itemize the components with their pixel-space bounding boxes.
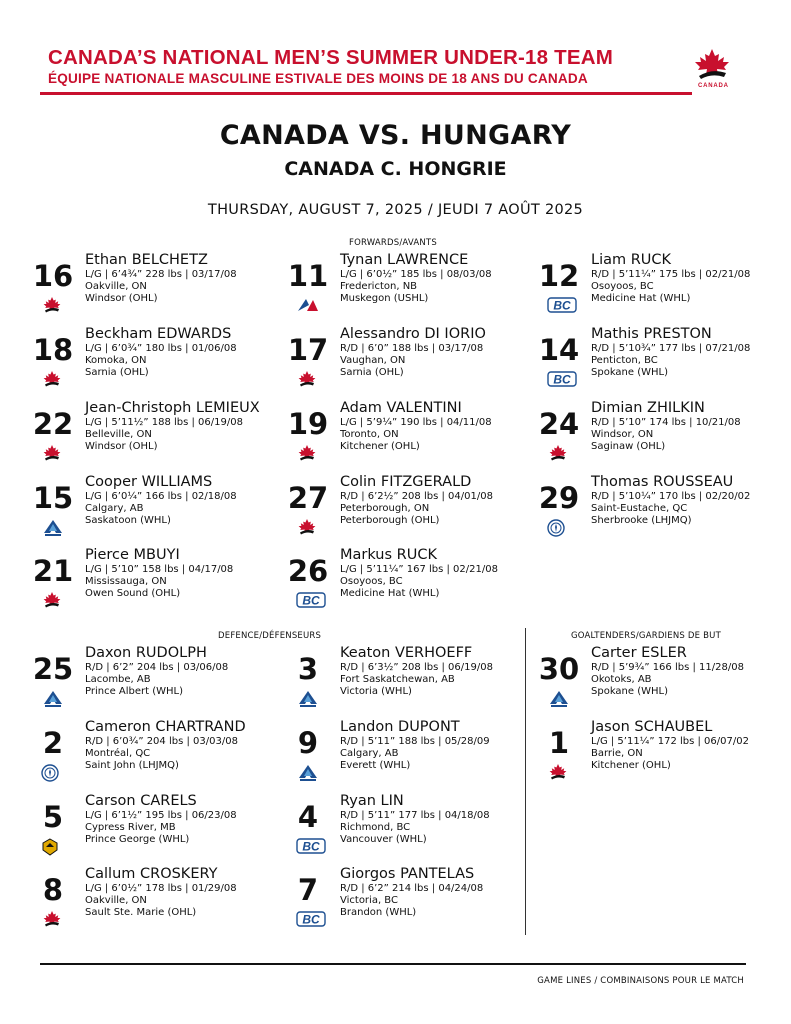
- player-card: [532, 719, 772, 787]
- player-name: Cooper WILLIAMS: [85, 474, 213, 490]
- player-hometown: Saint-Eustache, QC: [591, 503, 688, 514]
- page-header: [40, 44, 750, 96]
- bc-icon: [547, 297, 569, 313]
- player-card: [532, 326, 772, 394]
- player-stats: L/G | 5’9¼” 190 lbs | 04/11/08: [340, 417, 492, 428]
- jersey-number: 1: [548, 726, 570, 760]
- forwards-label: FORWARDS/AVANTS: [349, 238, 437, 248]
- player-name: Beckham EDWARDS: [85, 326, 232, 342]
- svg-text:BC: BC: [302, 593, 320, 608]
- player-name: Ryan LIN: [340, 793, 404, 809]
- jersey-number: 3: [297, 652, 319, 686]
- jersey-number: 4: [297, 800, 319, 834]
- player-stats: L/G | 5’11¼” 167 lbs | 02/21/08: [340, 564, 498, 575]
- jersey-number: 14: [538, 333, 580, 367]
- hockey-canada-icon: [41, 371, 63, 387]
- player-stats: L/G | 6’0½” 185 lbs | 08/03/08: [340, 269, 492, 280]
- player-card: [532, 252, 772, 320]
- jersey-number: 15: [32, 481, 74, 515]
- jersey-number: 5: [42, 800, 64, 834]
- player-name: Keaton VERHOEFF: [340, 645, 473, 661]
- player-card: [281, 326, 521, 394]
- player-name: Carter ESLER: [591, 645, 687, 661]
- player-club: Peterborough (OHL): [340, 515, 440, 526]
- player-club: Victoria (WHL): [340, 686, 412, 697]
- jersey-number: 30: [538, 652, 580, 686]
- player-name: Carson CARELS: [85, 793, 197, 809]
- player-club: Kitchener (OHL): [591, 760, 671, 771]
- player-name: Pierce MBUYI: [85, 547, 180, 563]
- player-card: [281, 474, 521, 542]
- bc-icon: [296, 838, 318, 854]
- player-hometown: Oakville, ON: [85, 281, 147, 292]
- svg-text:BC: BC: [553, 298, 571, 313]
- player-name: Mathis PRESTON: [591, 326, 712, 342]
- player-hometown: Barrie, ON: [591, 748, 643, 759]
- player-club: Medicine Hat (WHL): [591, 293, 691, 304]
- player-club: Prince Albert (WHL): [85, 686, 184, 697]
- player-card: [26, 252, 266, 320]
- player-club: Sherbrooke (LHJMQ): [591, 515, 692, 526]
- player-club: Spokane (WHL): [591, 686, 669, 697]
- player-name: Colin FITZGERALD: [340, 474, 472, 490]
- jersey-number: 16: [32, 259, 74, 293]
- hockey-canada-icon: [41, 297, 63, 313]
- player-hometown: Mississauga, ON: [85, 576, 167, 587]
- svg-text:BC: BC: [553, 372, 571, 387]
- player-hometown: Windsor, ON: [591, 429, 654, 440]
- player-club: Muskegon (USHL): [340, 293, 429, 304]
- jersey-number: 11: [287, 259, 329, 293]
- player-club: Spokane (WHL): [591, 367, 669, 378]
- bc-icon: [547, 371, 569, 387]
- player-hometown: Penticton, BC: [591, 355, 658, 366]
- header-title-en: CANADA’S NATIONAL MEN’S SUMMER UNDER-18 TEAM: [48, 46, 613, 69]
- jersey-number: 18: [32, 333, 74, 367]
- player-stats: R/D | 6’2½” 208 lbs | 04/01/08: [340, 491, 493, 502]
- player-stats: R/D | 6’2” 204 lbs | 03/06/08: [85, 662, 229, 673]
- jersey-number: 7: [297, 873, 319, 907]
- player-hometown: Belleville, ON: [85, 429, 152, 440]
- jersey-number: 24: [538, 407, 580, 441]
- player-stats: R/D | 6’2” 214 lbs | 04/24/08: [340, 883, 484, 894]
- player-card: [281, 547, 521, 615]
- player-card: [26, 547, 266, 615]
- player-club: Prince George (WHL): [85, 834, 190, 845]
- player-club: Sault Ste. Marie (OHL): [85, 907, 197, 918]
- player-club: Windsor (OHL): [85, 293, 158, 304]
- player-stats: R/D | 6’3½” 208 lbs | 06/19/08: [340, 662, 493, 673]
- player-name: Landon DUPONT: [340, 719, 460, 735]
- jersey-number: 8: [42, 873, 64, 907]
- player-hometown: Richmond, BC: [340, 822, 411, 833]
- jersey-number: 9: [297, 726, 319, 760]
- footer-rule: [40, 963, 746, 965]
- player-card: [26, 719, 266, 787]
- jersey-number: 25: [32, 652, 74, 686]
- jersey-number: 21: [32, 554, 74, 588]
- player-name: Markus RUCK: [340, 547, 437, 563]
- player-stats: R/D | 5’11” 188 lbs | 05/28/09: [340, 736, 490, 747]
- manitoba-icon: [41, 838, 63, 854]
- player-club: Saint John (LHJMQ): [85, 760, 179, 771]
- maple-leaf-icon: [690, 48, 734, 82]
- player-club: Everett (WHL): [340, 760, 411, 771]
- player-name: Dimian ZHILKIN: [591, 400, 705, 416]
- player-card: [532, 474, 772, 542]
- player-stats: L/G | 5’10” 158 lbs | 04/17/08: [85, 564, 234, 575]
- player-stats: L/G | 6’0½” 178 lbs | 01/29/08: [85, 883, 237, 894]
- player-card: [26, 400, 266, 468]
- player-hometown: Victoria, BC: [340, 895, 398, 906]
- player-name: Liam RUCK: [591, 252, 672, 268]
- player-stats: L/G | 5’11½” 188 lbs | 06/19/08: [85, 417, 243, 428]
- player-name: Adam VALENTINI: [340, 400, 462, 416]
- player-hometown: Fort Saskatchewan, AB: [340, 674, 455, 685]
- player-club: Brandon (WHL): [340, 907, 417, 918]
- player-card: [281, 400, 521, 468]
- player-stats: R/D | 5’11¼” 175 lbs | 02/21/08: [591, 269, 751, 280]
- header-rule: [40, 92, 692, 95]
- player-card: [281, 645, 521, 713]
- player-club: Saskatoon (WHL): [85, 515, 171, 526]
- player-name: Jean-Christoph LEMIEUX: [85, 400, 260, 416]
- footer-label: GAME LINES / COMBINAISONS POUR LE MATCH: [537, 976, 744, 986]
- player-stats: R/D | 5’11” 177 lbs | 04/18/08: [340, 810, 490, 821]
- bc-icon: [296, 911, 318, 927]
- quebec-icon: [547, 519, 569, 535]
- game-date: THURSDAY, AUGUST 7, 2025 / JEUDI 7 AOÛT 2025: [207, 202, 584, 218]
- logo-wordmark: CANADA: [698, 83, 729, 89]
- player-card: [281, 719, 521, 787]
- player-name: Thomas ROUSSEAU: [591, 474, 734, 490]
- player-card: [281, 793, 521, 861]
- svg-text:BC: BC: [302, 839, 320, 854]
- player-name: Tynan LAWRENCE: [340, 252, 469, 268]
- player-stats: L/G | 5’11¼” 172 lbs | 06/07/02: [591, 736, 749, 747]
- game-title-en: CANADA VS. HUNGARY: [219, 120, 572, 151]
- alberta-icon: [547, 690, 569, 706]
- player-card: [281, 866, 521, 934]
- player-club: Saginaw (OHL): [591, 441, 666, 452]
- hockey-canada-icon: [41, 592, 63, 608]
- player-name: Giorgos PANTELAS: [340, 866, 475, 882]
- player-stats: R/D | 6’0” 188 lbs | 03/17/08: [340, 343, 484, 354]
- player-hometown: Toronto, ON: [340, 429, 399, 440]
- hockey-canada-logo: [690, 48, 750, 92]
- alberta-icon: [296, 690, 318, 706]
- svg-text:BC: BC: [302, 912, 320, 927]
- jersey-number: 17: [287, 333, 329, 367]
- player-club: Vancouver (WHL): [340, 834, 427, 845]
- player-hometown: Fredericton, NB: [340, 281, 418, 292]
- player-club: Medicine Hat (WHL): [340, 588, 440, 599]
- section-divider: [525, 628, 526, 935]
- player-card: [26, 474, 266, 542]
- player-name: Alessandro DI IORIO: [340, 326, 486, 342]
- player-stats: R/D | 5’10” 174 lbs | 10/21/08: [591, 417, 741, 428]
- hockey-canada-icon: [296, 519, 318, 535]
- hockey-canada-icon: [547, 764, 569, 780]
- player-hometown: Calgary, AB: [85, 503, 144, 514]
- alberta-icon: [296, 764, 318, 780]
- goalies-label: GOALTENDERS/GARDIENS DE BUT: [571, 631, 721, 641]
- bc-icon: [296, 592, 318, 608]
- player-stats: L/G | 6’0¾” 180 lbs | 01/06/08: [85, 343, 237, 354]
- player-hometown: Montréal, QC: [85, 748, 151, 759]
- player-hometown: Calgary, AB: [340, 748, 399, 759]
- jersey-number: 22: [32, 407, 74, 441]
- player-card: [532, 400, 772, 468]
- player-hometown: Vaughan, ON: [340, 355, 406, 366]
- player-hometown: Okotoks, AB: [591, 674, 652, 685]
- player-stats: L/G | 6’1½” 195 lbs | 06/23/08: [85, 810, 237, 821]
- player-stats: R/D | 5’10¼” 170 lbs | 02/20/02: [591, 491, 751, 502]
- player-hometown: Osoyoos, BC: [591, 281, 654, 292]
- jersey-number: 2: [42, 726, 64, 760]
- game-title-fr: CANADA C. HONGRIE: [284, 158, 507, 180]
- player-stats: L/G | 6’4¾” 228 lbs | 03/17/08: [85, 269, 237, 280]
- player-hometown: Komoka, ON: [85, 355, 147, 366]
- player-hometown: Peterborough, ON: [340, 503, 430, 514]
- player-card: [26, 326, 266, 394]
- hockey-canada-icon: [41, 445, 63, 461]
- player-card: [26, 866, 266, 934]
- alberta-icon: [41, 690, 63, 706]
- hockey-canada-icon: [296, 445, 318, 461]
- defence-label: DEFENCE/DÉFENSEURS: [218, 631, 322, 641]
- new-brunswick-icon: [296, 297, 318, 313]
- player-club: Kitchener (OHL): [340, 441, 420, 452]
- player-hometown: Osoyoos, BC: [340, 576, 403, 587]
- player-hometown: Cypress River, MB: [85, 822, 176, 833]
- hockey-canada-icon: [41, 911, 63, 927]
- player-club: Owen Sound (OHL): [85, 588, 181, 599]
- player-stats: L/G | 6’0¼” 166 lbs | 02/18/08: [85, 491, 237, 502]
- jersey-number: 27: [287, 481, 329, 515]
- player-card: [26, 793, 266, 861]
- player-stats: R/D | 6’0¾” 204 lbs | 03/03/08: [85, 736, 238, 747]
- hockey-canada-icon: [547, 445, 569, 461]
- player-hometown: Oakville, ON: [85, 895, 147, 906]
- header-title-fr: ÉQUIPE NATIONALE MASCULINE ESTIVALE DES MOINS DE 18 ANS DU CANADA: [48, 71, 588, 86]
- player-name: Jason SCHAUBEL: [591, 719, 713, 735]
- jersey-number: 12: [538, 259, 580, 293]
- player-club: Sarnia (OHL): [340, 367, 404, 378]
- player-card: [26, 645, 266, 713]
- player-club: Sarnia (OHL): [85, 367, 149, 378]
- player-name: Cameron CHARTRAND: [85, 719, 246, 735]
- hockey-canada-icon: [296, 371, 318, 387]
- player-name: Ethan BELCHETZ: [85, 252, 208, 268]
- player-card: [281, 252, 521, 320]
- player-club: Windsor (OHL): [85, 441, 158, 452]
- player-card: [532, 645, 772, 713]
- jersey-number: 19: [287, 407, 329, 441]
- quebec-icon: [41, 764, 63, 780]
- player-hometown: Lacombe, AB: [85, 674, 151, 685]
- player-name: Callum CROSKERY: [85, 866, 218, 882]
- player-name: Daxon RUDOLPH: [85, 645, 207, 661]
- jersey-number: 26: [287, 554, 329, 588]
- player-stats: R/D | 5’10¾” 177 lbs | 07/21/08: [591, 343, 751, 354]
- jersey-number: 29: [538, 481, 580, 515]
- alberta-icon: [41, 519, 63, 535]
- player-stats: R/D | 5’9¾” 166 lbs | 11/28/08: [591, 662, 744, 673]
